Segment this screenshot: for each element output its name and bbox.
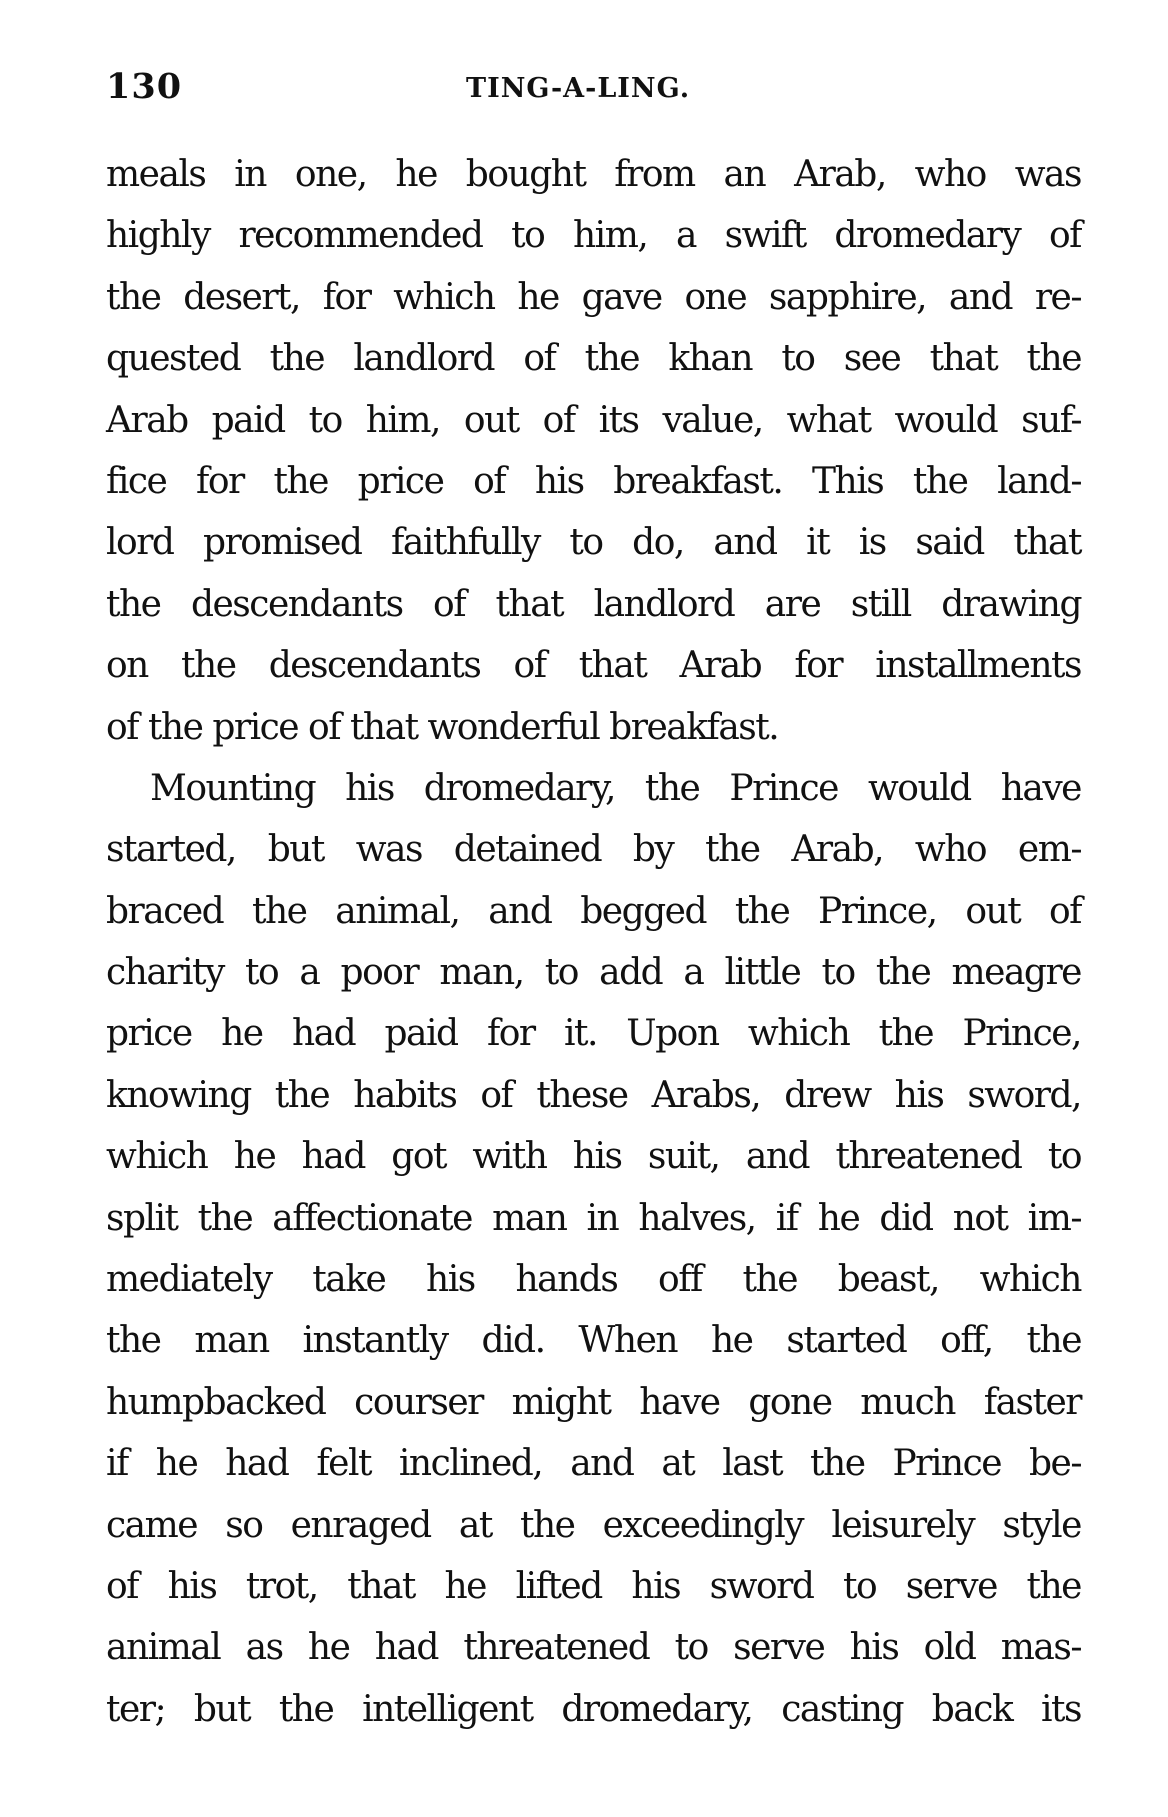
- text-line: meals in one, he bought from an Arab, who was: [106, 154, 1081, 195]
- text-line: knowing the habits of these Arabs, drew his sword,: [106, 1074, 1081, 1116]
- text-line: started, but was detained by the Arab, who em-: [106, 829, 1081, 871]
- text-line: split the affectionate man in halves, if he did not im-: [106, 1197, 1081, 1239]
- text-line: price he had paid for it. Upon which the Prince,: [106, 1013, 1081, 1055]
- text-line: on the descendants of that Arab for installments: [106, 645, 1081, 687]
- paragraph-2: [106, 758, 1081, 1740]
- running-title: TING-A-LING.: [466, 73, 691, 104]
- body-text: [106, 144, 1081, 1740]
- text-line: highly recommended to him, a swift dromedary of: [106, 215, 1081, 257]
- text-line: quested the landlord of the khan to see that the: [106, 338, 1081, 380]
- text-line: came so enraged at the exceedingly leisurely style: [106, 1504, 1081, 1546]
- text-line: Arab paid to him, out of its value, what would suf-: [106, 399, 1081, 441]
- text-line: if he had felt inclined, and at last the Prince be-: [106, 1443, 1081, 1485]
- running-head: [106, 62, 1081, 112]
- text-line: Mounting his dromedary, the Prince would have: [150, 767, 1081, 809]
- text-line: braced the animal, and begged the Prince, out of: [106, 890, 1081, 932]
- text-line: animal as he had threatened to serve his old mas-: [106, 1627, 1081, 1669]
- page-number: 130: [106, 66, 183, 107]
- text-line: ter; but the intelligent dromedary, casting back its: [106, 1688, 1081, 1730]
- text-line: fice for the price of his breakfast. This the land-: [106, 460, 1081, 502]
- text-line: of the price of that wonderful breakfast.: [106, 706, 779, 748]
- text-line: humpbacked courser might have gone much faster: [106, 1381, 1081, 1423]
- text-line: the desert, for which he gave one sapphire, and re-: [106, 276, 1081, 318]
- paragraph-1: [106, 144, 1081, 758]
- text-line: lord promised faithfully to do, and it is said that: [106, 522, 1081, 564]
- text-line: charity to a poor man, to add a little to the meagre: [106, 952, 1081, 994]
- text-line: of his trot, that he lifted his sword to serve the: [106, 1565, 1081, 1607]
- text-line: which he had got with his suit, and threatened to: [106, 1136, 1081, 1178]
- text-line: the man instantly did. When he started off, the: [106, 1320, 1081, 1362]
- text-line: the descendants of that landlord are still drawing: [106, 583, 1081, 625]
- text-line: mediately take his hands off the beast, which: [106, 1259, 1081, 1301]
